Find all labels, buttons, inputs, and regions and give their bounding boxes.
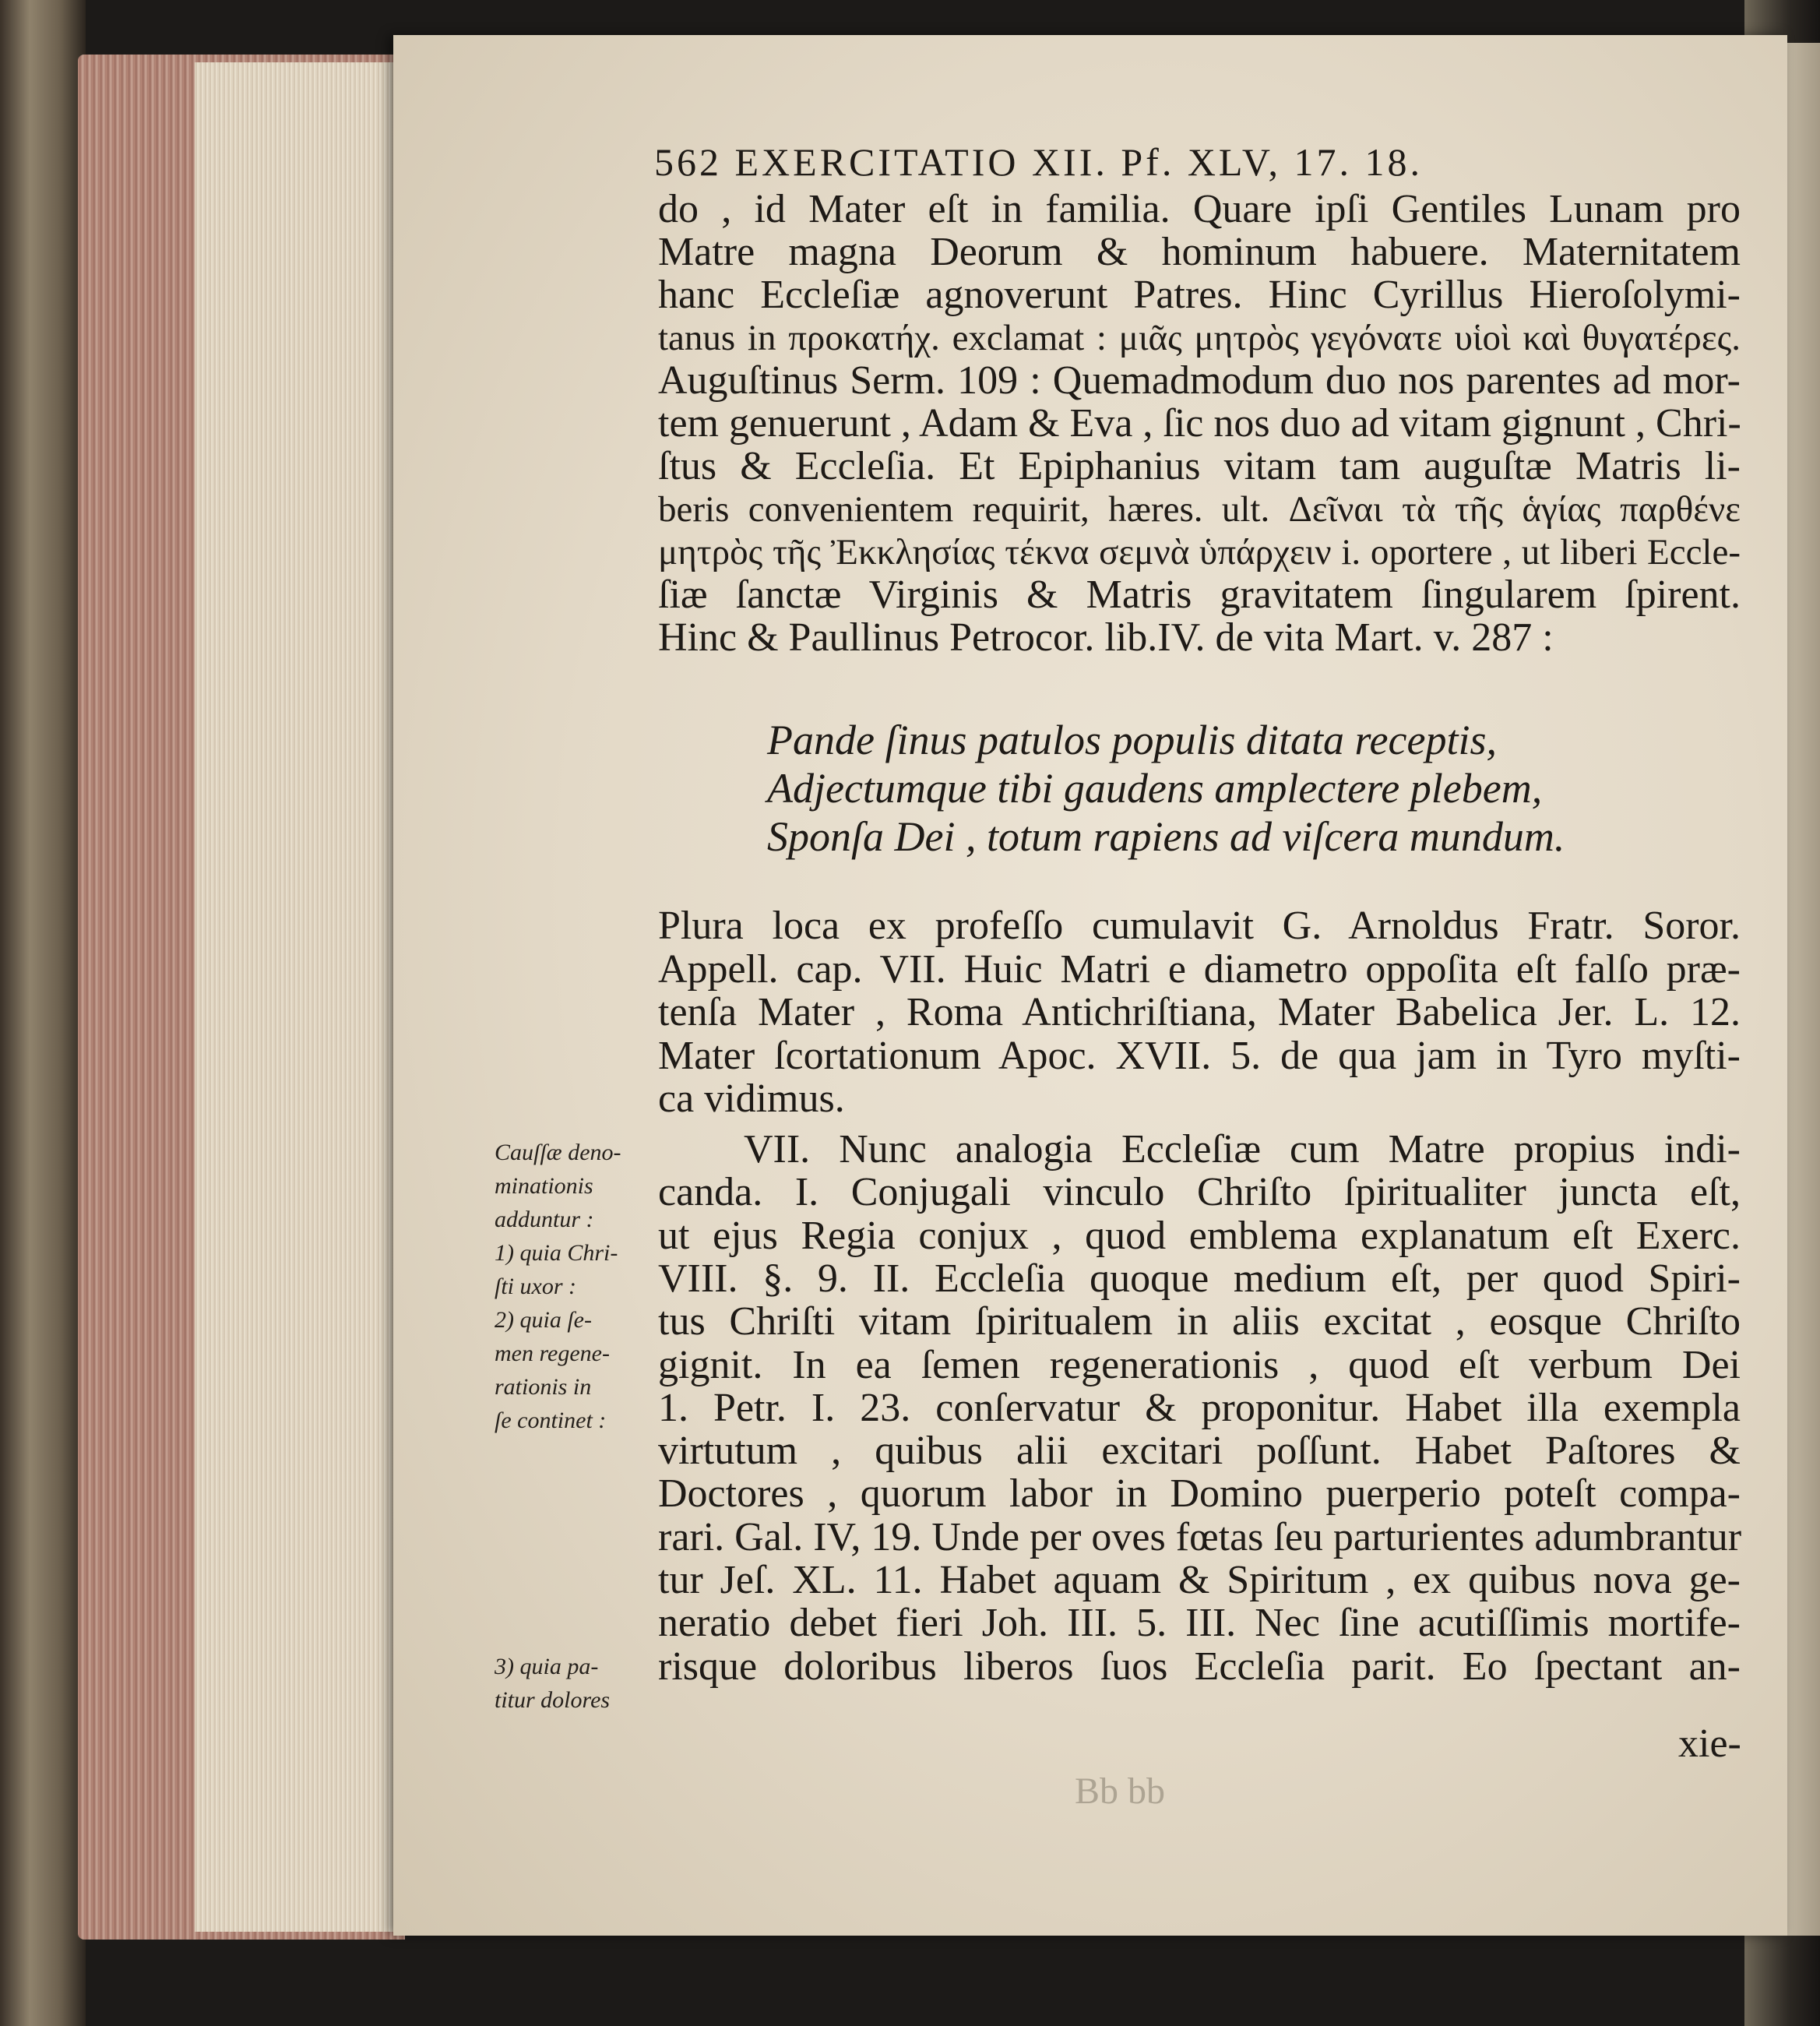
marginal-note-line: ſti uxor : — [495, 1274, 576, 1299]
marginal-note-line: minationis — [495, 1173, 593, 1199]
text-line: ſiæ ſanctæ Virginis & Matris gravitatem ſingularem ſpirent. — [658, 573, 1741, 617]
text-line: gignit. In ea ſemen regenerationis , quod eſt verbum Dei — [658, 1342, 1741, 1387]
text-line: ca vidimus. — [658, 1076, 845, 1121]
text-line: 1. Petr. I. 23. conſervatur & proponitur. Habet illa exempla — [658, 1385, 1741, 1430]
text-line: hanc Eccleſiæ agnoverunt Patres. Hinc Cyrillus Hieroſolymi- — [658, 273, 1741, 317]
text-line: do , id Mater eſt in familia. Quare ipſi Gentiles Lunam pro — [658, 187, 1741, 231]
text-line: ſtus & Eccleſia. Et Epiphanius vitam tam auguſtæ Matris li- — [658, 444, 1741, 488]
text-line: Auguſtinus Serm. 109 : Quemadmodum duo nos parentes ad mor- — [658, 358, 1741, 403]
text-line: risque doloribus liberos ſuos Eccleſia parit. Eo ſpectant an- — [658, 1644, 1741, 1689]
marginal-note-line: Cauſſæ deno- — [495, 1140, 621, 1165]
text-line: beris convenientem requirit, hæres. ult. Δεῖναι τὰ τῆς ἁγίας παρθένε — [658, 489, 1741, 530]
verse-line: Sponſa Dei , totum rapiens ad viſcera mundum. — [767, 813, 1565, 860]
marginal-note-line: 2) quia ſe- — [495, 1307, 592, 1333]
marginal-note-line: 1) quia Chri- — [495, 1240, 618, 1266]
signature-mark: Bb bb — [1075, 1771, 1166, 1812]
text-line: Appell. cap. VII. Huic Matri e diametro oppoſita eſt falſo præ- — [658, 946, 1741, 992]
marginal-note-line: titur dolores — [495, 1687, 611, 1713]
marginal-note-line: 3) quia pa- — [495, 1654, 599, 1679]
verse-line: Pande ſinus patulos populis ditata receptis, — [767, 717, 1497, 763]
marginal-note-line: ſe continet : — [495, 1408, 607, 1433]
text-line: rari. Gal. IV, 19. Unde per oves fœtas ſeu parturientes adumbrantur — [658, 1514, 1742, 1559]
text-line: Plura loca ex profeſſo cumulavit G. Arnoldus Fratr. Soror. — [658, 904, 1741, 948]
text-line: Mater ſcortationum Apoc. XVII. 5. de qua jam in Tyro myſti- — [658, 1033, 1741, 1078]
text-line: neratio debet fieri Joh. III. 5. III. Nec ſine acutiſſimis mortife- — [658, 1601, 1741, 1646]
text-line: Hinc & Paullinus Petrocor. lib.IV. de vita Mart. v. 287 : — [658, 615, 1554, 660]
verse-line: Adjectumque tibi gaudens amplectere plebem, — [767, 765, 1543, 812]
text-line: tem genuerunt , Adam & Eva , ſic nos duo ad vitam gignunt , Chri- — [658, 401, 1741, 446]
text-line: canda. I. Conjugali vinculo Chriſto ſpiritualiter juncta eſt, — [658, 1170, 1741, 1215]
text-line: μητρὸς τῆς Ἐκκλησίας τέκνα σεμνὰ ὑπάρχειν i. oportere , ut liberi Eccle- — [658, 532, 1741, 573]
text-line: VIII. §. 9. II. Eccleſia quoque medium eſt, per quod Spiri- — [658, 1256, 1741, 1301]
book-cover-edge — [0, 0, 86, 2026]
text-line: ut ejus Regia conjux , quod emblema explanatum eſt Exerc. — [658, 1213, 1741, 1258]
text-line: tus Chriſti vitam ſpiritualem in aliis excitat , eosque Chriſto — [658, 1299, 1741, 1344]
running-head: 562 EXERCITATIO XII. Pf. XLV, 17. 18. — [654, 140, 1424, 184]
text-line: tanus in προκατήχ. exclamat : μιᾶς μητρὸς γεγόνατε υἱοὶ καὶ θυγατέρες. — [658, 318, 1741, 358]
marginal-note-line: men regene- — [495, 1341, 610, 1366]
text-line: tur Jeſ. XL. 11. Habet aquam & Spiritum , ex quibus nova ge- — [658, 1558, 1741, 1602]
text-line: VII. Nunc analogia Eccleſiæ cum Matre propius indi- — [744, 1127, 1741, 1172]
marginal-note-line: adduntur : — [495, 1207, 594, 1232]
book-page-stack — [195, 62, 405, 1932]
text-line: Matre magna Deorum & hominum habuere. Maternitatem — [658, 230, 1741, 274]
marginal-note-line: rationis in — [495, 1374, 592, 1400]
text-line: virtutum , quibus alii excitari poſſunt. Habet Paſtores & — [658, 1429, 1741, 1474]
text-line: tenſa Mater , Roma Antichriſtiana, Mater Babelica Jer. L. 12. — [658, 990, 1741, 1034]
catchword: xie- — [1678, 1721, 1741, 1766]
text-line: Doctores , quorum labor in Domino puerperio poteſt compa- — [658, 1471, 1741, 1517]
